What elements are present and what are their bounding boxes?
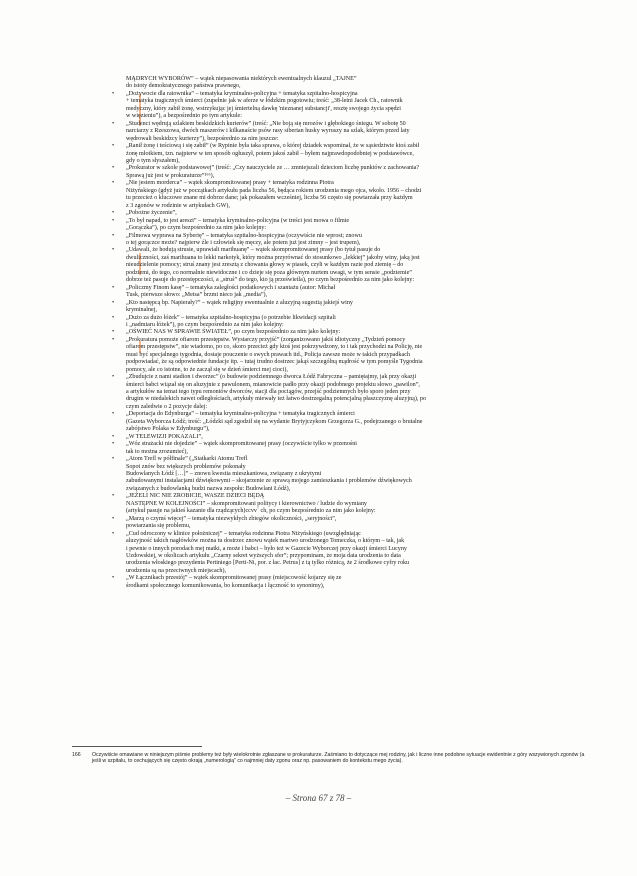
bullet-icon: • xyxy=(112,90,115,97)
text-line xyxy=(112,299,582,307)
text-line xyxy=(112,120,582,128)
line-text: „Wóz strażacki nie dojedzie” – wątek skompromitowanej prasy (oczywiście tylko w przenośni xyxy=(126,441,357,448)
footnote-number: 166 xyxy=(72,752,81,758)
text-line xyxy=(126,203,582,210)
line-text: czym zaledwie o 2 pozycje dalej: xyxy=(126,403,208,410)
line-text: zabudowanymi instalacjami dźwiękowymi – skojarzenie ze sprawą mojego zamieszkania i problemów dźwiękowych xyxy=(126,478,412,485)
text-line xyxy=(126,136,582,143)
text-line xyxy=(112,217,582,225)
line-text: drugim w niedalekich nawet odległościach, artykuły miewały też łatwo dostrzegalną potencjalną płaszczyznę aluzyjną), po xyxy=(126,396,427,403)
line-text: podpowiadać, że są odpowiednie fundacje itp. – tutaj trudno dostrzec jakąś szczególną mądrość w tym pomyśle Tygodnia xyxy=(126,359,423,366)
text-line xyxy=(126,188,582,195)
line-text: tu przecież o kluczowe znane mi dobrze dane; jak pokazałem wcześniej, liczba 56 często się powtarzała przy każdym xyxy=(126,195,413,202)
bullet-icon: • xyxy=(112,575,115,582)
line-text: podziemi, do tego, co normalnie niewidoczne i co dzieje się poza głównym nurtem uwagi, w tym sensie „podziemie” xyxy=(126,269,412,276)
text-line xyxy=(126,359,582,366)
line-text: o tej gorączce może? najpierw źle i człowiek się męczy, ale potem już jest zimny – jest trupem), xyxy=(126,239,361,246)
bullet-icon: • xyxy=(112,284,115,291)
line-text: urodzenia są na przeciwnych miejscach), xyxy=(126,567,226,574)
line-text: „Pobożne życzenie”, xyxy=(126,210,177,217)
line-text: „Prokuratura pomoże ofiarom przestępstw. Wystarczy przyjść” (zorganizowano jakiś idiotyczny „Tydzień pomocy xyxy=(126,336,406,343)
text-line xyxy=(126,76,582,83)
text-line xyxy=(126,255,582,262)
line-text: Tusk, pierwsze słowo: „Metsa” brzmi nieco jak „media”), xyxy=(126,292,268,299)
line-text: „Deportacja do Edynburga” – tematyka kryminalno-policyjna + tematyka tragicznych śmierci xyxy=(126,411,355,418)
bullet-icon: • xyxy=(112,247,115,254)
text-line xyxy=(126,344,582,351)
text-line xyxy=(126,426,582,433)
line-text: NASTĘPNE W KOLEJNOŚCI” – skompromitowani politycy i kierownictwo / ludzie do wymiany xyxy=(126,500,367,507)
line-text: medyczny, który zabił żonę, wstrzykując jej śmiertelną dawkę 'nieznanej substancji', resztę swojego życia spędzi xyxy=(126,105,401,112)
text-line xyxy=(126,113,582,120)
text-line xyxy=(126,195,582,202)
bullet-icon: • xyxy=(112,411,115,418)
line-text: „Atom Trefl w półfinale” („Siatkarki Atomu Trefl xyxy=(126,456,248,463)
text-line xyxy=(126,382,582,389)
line-text: pomocy, ale co istotne, to że zaczął się w dzień śmierci mej cioci), xyxy=(126,366,288,373)
line-text: dwuliczności, zaś marihuana to lekki narkotyk, który można przyrównać do stosunkowo „lekkiej” jakoby winy, jaką jest xyxy=(126,254,420,261)
line-text: „W TELEWIZJI POKAZALI”, xyxy=(126,433,203,440)
line-text: ofiarom przestępstw”, nie wiadomo, po co, skoro przecież gdy ktoś jest pokrzywdzony, to i tak przychodzi na Policję, nie xyxy=(126,344,423,351)
text-line xyxy=(126,478,582,485)
bullet-icon: • xyxy=(112,374,115,381)
text-line xyxy=(126,396,582,403)
text-line xyxy=(112,411,582,418)
text-line xyxy=(112,329,582,336)
text-line xyxy=(126,307,582,314)
line-text: narciarzy z Rzeszowa, dwóch maszerów i kilkanaście psów rasy siberian husky wyruszy na szlak, którym przed laty xyxy=(126,128,410,135)
line-text: „W Łącznikach przestój” – wątek skompromitowanej prasy (miejscowość kojarzy się ze xyxy=(126,575,342,582)
bullet-icon: • xyxy=(112,456,115,463)
text-line xyxy=(126,367,582,374)
text-line xyxy=(126,523,582,530)
body-text xyxy=(112,76,582,590)
line-text: „Marzą o czymś więcej” – tematyka niezwykłych zbiegów okoliczności, „seryjności”, xyxy=(126,515,337,522)
line-text: MĄDRYCH WYBORÓW” – wątek niepasowania niektórych ewentualnych klauzul „TAJNE” xyxy=(126,76,357,82)
text-line xyxy=(112,493,582,500)
line-text: „Udawali, że hodują strusie, uprawiali marihuanę” – wątek skompromitowanej prasy (bo tytuł pasuje do xyxy=(126,247,381,254)
line-text: Niżyńskiego (gdyż już w początkach artykułu pada liczba 56, będąca rokiem urodzenia mego ojca, wkoło. 1956 – chodzi xyxy=(126,187,422,194)
text-line xyxy=(112,143,582,150)
line-text: „Studenci wędrują szlakiem beskidzkich kurierów” (treść: „Nie boją się mrozów i głębokiego śniegu. W sobotę 50 xyxy=(126,120,406,127)
line-text: Uzdowskiej, w okolicach artykułu „Czarny sekret wyższych sfer”; przypominam, że moja data urodzenia to data xyxy=(126,553,401,559)
bullet-icon: • xyxy=(112,143,115,150)
line-text: żonę młotkiem, tzn. najpierw w ten sposób ogłuszył, potem jakoś zabił – byłem najprawdopodobniej w podstawówce, xyxy=(126,150,414,157)
footnote-separator xyxy=(72,746,202,747)
bullet-icon: • xyxy=(112,329,115,336)
bullet-icon: • xyxy=(112,433,115,440)
text-line xyxy=(112,180,582,187)
line-text: do istoty demokratycznego państwa prawnego, xyxy=(126,83,241,90)
text-line xyxy=(126,83,582,90)
line-text: Sopot znów bez większych problemów pokonały xyxy=(126,463,246,470)
text-line xyxy=(126,225,582,232)
text-line xyxy=(126,277,582,284)
bullet-icon: • xyxy=(112,120,115,127)
text-line xyxy=(126,508,582,515)
line-text: „Filmowa wyprawa na Syberię” – tematyka szpitalno-hospicyjna (oczywiście nie wprost; znowu xyxy=(126,232,362,239)
bullet-icon: • xyxy=(112,180,115,187)
text-line xyxy=(112,515,582,523)
text-line xyxy=(126,464,582,471)
line-text: „Gorączka”), po czym bezpośrednio za nim jako kolejny: xyxy=(126,225,267,232)
line-text: „Dożywocie dla ratownika” – tematyka kryminalno-policyjna + tematyka szpitalno-hospicyjna xyxy=(126,90,358,97)
text-line xyxy=(112,314,582,322)
line-text: śmierci babci wiązał się on aluzyjnie z pawulonem, mianowicie padło przy okazji podobnego projektu słowo „pawilon”, xyxy=(126,381,420,388)
line-text: Sprawą już jest w prokuraturze”¹⁶⁶), xyxy=(126,172,215,179)
line-text: musi być specjalnego tygodnia, dostaje pouczenie o swych prawach itd., Policja zawsze może w takich przypadkach xyxy=(126,351,410,358)
text-line xyxy=(112,232,582,240)
line-text: „Ranił żonę i teściową i się zabił” (w Rypinie była taka sprawa, o której dziadek wspominał, że w sąsiedztwie ktoś zabił xyxy=(126,143,420,150)
bullet-icon: • xyxy=(112,441,115,448)
bullet-icon: • xyxy=(112,210,115,217)
text-line xyxy=(112,165,582,172)
bullet-icon: • xyxy=(112,515,115,522)
text-line xyxy=(126,151,582,158)
line-text: „Nie jestem morderca” – wątek skompromitowanej prasy + tematyka rodzinna Piotra xyxy=(126,180,334,187)
text-line xyxy=(126,404,582,411)
line-text: wędrowali beskidzcy kurierzy”), bezpośrednio za nim jeszcze: xyxy=(126,135,279,142)
footnote-text: Oczywiście omawiane w niniejszym piśmie problemy też były wielokrotnie zgłaszane w prokuraturze. Zaśmiano to dotyczące mej rodziny, jak i liczne inne podobne sytuacje ewidentnie z góry wszywionych zgonów (a jeśli w szpitalu, to cechujących się często okrają „numerologią” co najmniej daty zgonu oraz np. pasowaniem do kontekstu mego życia). xyxy=(92,752,585,765)
line-text: związanych z budowlanką budzi nazwa zespołu: Budowlani Łódź), xyxy=(126,485,291,492)
text-line xyxy=(126,538,582,545)
line-text: urodzenia włoskiego prezydenta Pertiniego [Perti-Ni, por. z łac. Petrus] z tą tylko różnicą, że 2 środkowe cyfry roku xyxy=(126,560,410,567)
bullet-icon: • xyxy=(112,336,115,343)
line-text: zabójstwo Polaka w Edynburgu”), xyxy=(126,426,210,433)
line-text: i „nadmiaru łóżek”), po czym bezpośrednio za nim jako kolejny: xyxy=(126,321,284,328)
line-text: i pewnie o innych porodach mej matki, a może i babci – było też w Gazecie Wyborczej przy okazji śmierci Lucyny xyxy=(126,545,407,552)
bullet-icon: • xyxy=(112,530,115,537)
text-line xyxy=(112,210,582,217)
text-line xyxy=(112,530,582,538)
line-text: (artykuł pasuje na jakieś kazanie dla rządzących)ccvv` ch, po czym bezpośrednio za nim jako kolejny: xyxy=(126,508,376,515)
text-line xyxy=(112,374,582,381)
line-text: „Zbudujcie z nami stadion i dworzec” (o budowie podziemnego dworca Łódź Fabryczna – pamiętajmy, jak przy okazji xyxy=(126,374,417,381)
line-text: powtarzania się problemu, xyxy=(126,523,191,530)
line-text: z 3 zgonów w rodzinie w artykułach GW), xyxy=(126,202,230,209)
text-line xyxy=(126,128,582,135)
line-text: gdy o tym słyszałem), xyxy=(126,157,180,164)
line-text: dobrze też pasuje do przestępczości, a „struś” do tego, kto ją prześwietla), po czym bezpośrednio za nim jako kolejny: xyxy=(126,277,415,284)
line-text: środkami społecznego komunikowania, bo komunikacja i łączność to synonimy), xyxy=(126,582,325,589)
text-line xyxy=(126,583,582,590)
line-text: w więzieniu”), a bezpośrednio po tym artykule: xyxy=(126,113,242,120)
text-line xyxy=(126,471,582,478)
line-text: + tematyka tragicznych śmierci (zupełnie jak w aferze w łódzkim pogotowiu; treść: „38-letni Jacek Ch., ratownik xyxy=(126,98,403,105)
text-line xyxy=(126,449,582,456)
bullet-icon: • xyxy=(112,493,115,500)
line-text: (Gazeta Wyborcza Łódź; treść: „Łódzki sąd zgodził się na wydanie Brytyjczykom Grzegorza G., podejrzanego o brutalne xyxy=(126,418,423,425)
line-text: „Kto następcą bp. Napierały?” – wątek religijny ewentualnie z aluzyjną sugestią jakiejś winy xyxy=(126,299,353,306)
line-text: „Policzmy Finom kasę” – tematyka zaległości podatkowych i szantażu (autor: Michał xyxy=(126,284,336,291)
line-text: „Dużo za dużo łóżek” – tematyka szpitalno-hospicyjna (o potrzebie likwidacji szpitali xyxy=(126,314,336,321)
line-text: „Cud odroczony w klinice położniczej” – tematyka rodzinna Piotra Niżyńskiego (uwzględniając xyxy=(126,530,361,537)
line-text: a artykułów na temat tego typu remontów dworców, stacji dla pociągów, przejść podziemnych było sporo jeden przy xyxy=(126,389,411,396)
bullet-icon: • xyxy=(112,299,115,306)
bullet-icon: • xyxy=(112,314,115,321)
text-line xyxy=(126,560,582,567)
text-line xyxy=(126,173,582,180)
line-text: tak to można zrozumieć), xyxy=(126,448,188,455)
line-text: „Prokurator w szkole podstawowej” (treść: „Czy nauczyciele ze … zmniejszali dzieciom liczbę punktów z zachowania? xyxy=(126,165,420,172)
line-text: „OŚWIEĆ NAS W SPRAWIE ŚWIATEŁ”, po czym bezpośrednio za nim jako kolejny: xyxy=(126,329,341,336)
line-text: aluzyjność takich nagłówków można tu dostrzec znowu wątek martwo urodzonego Tomeczka, o którym – tak, jak xyxy=(126,538,405,545)
text-line xyxy=(126,262,582,269)
bullet-icon: • xyxy=(112,217,115,224)
line-text: „To był napad, to jest areszt” – tematyka kryminalno-policyjna (w treści jest mowa o filmie xyxy=(126,217,350,224)
text-line xyxy=(112,441,582,448)
bullet-icon: • xyxy=(112,165,115,172)
line-text: nieudzielenie pomocy; struś znany jest zresztą z chowania głowy w piasek, czyli w każdym razie pod ziemię – do xyxy=(126,262,404,269)
text-line xyxy=(112,247,582,254)
text-line xyxy=(112,456,582,463)
text-line xyxy=(126,546,582,553)
text-line xyxy=(126,98,582,105)
line-text: Budowlanych Łódź […]” – znowu kwestia mieszkaniowa, związany z ukrytymi xyxy=(126,471,322,478)
page-number: – Strona 67 z 78 – xyxy=(285,793,352,803)
line-text: kryminalnej, xyxy=(126,307,157,314)
text-line xyxy=(112,575,582,582)
text-line xyxy=(126,292,582,299)
line-text: „JEŻELI NIC NIE ZROBICIE, WASZE DZIECI BĘDĄ xyxy=(126,493,265,500)
bullet-icon: • xyxy=(112,232,115,239)
